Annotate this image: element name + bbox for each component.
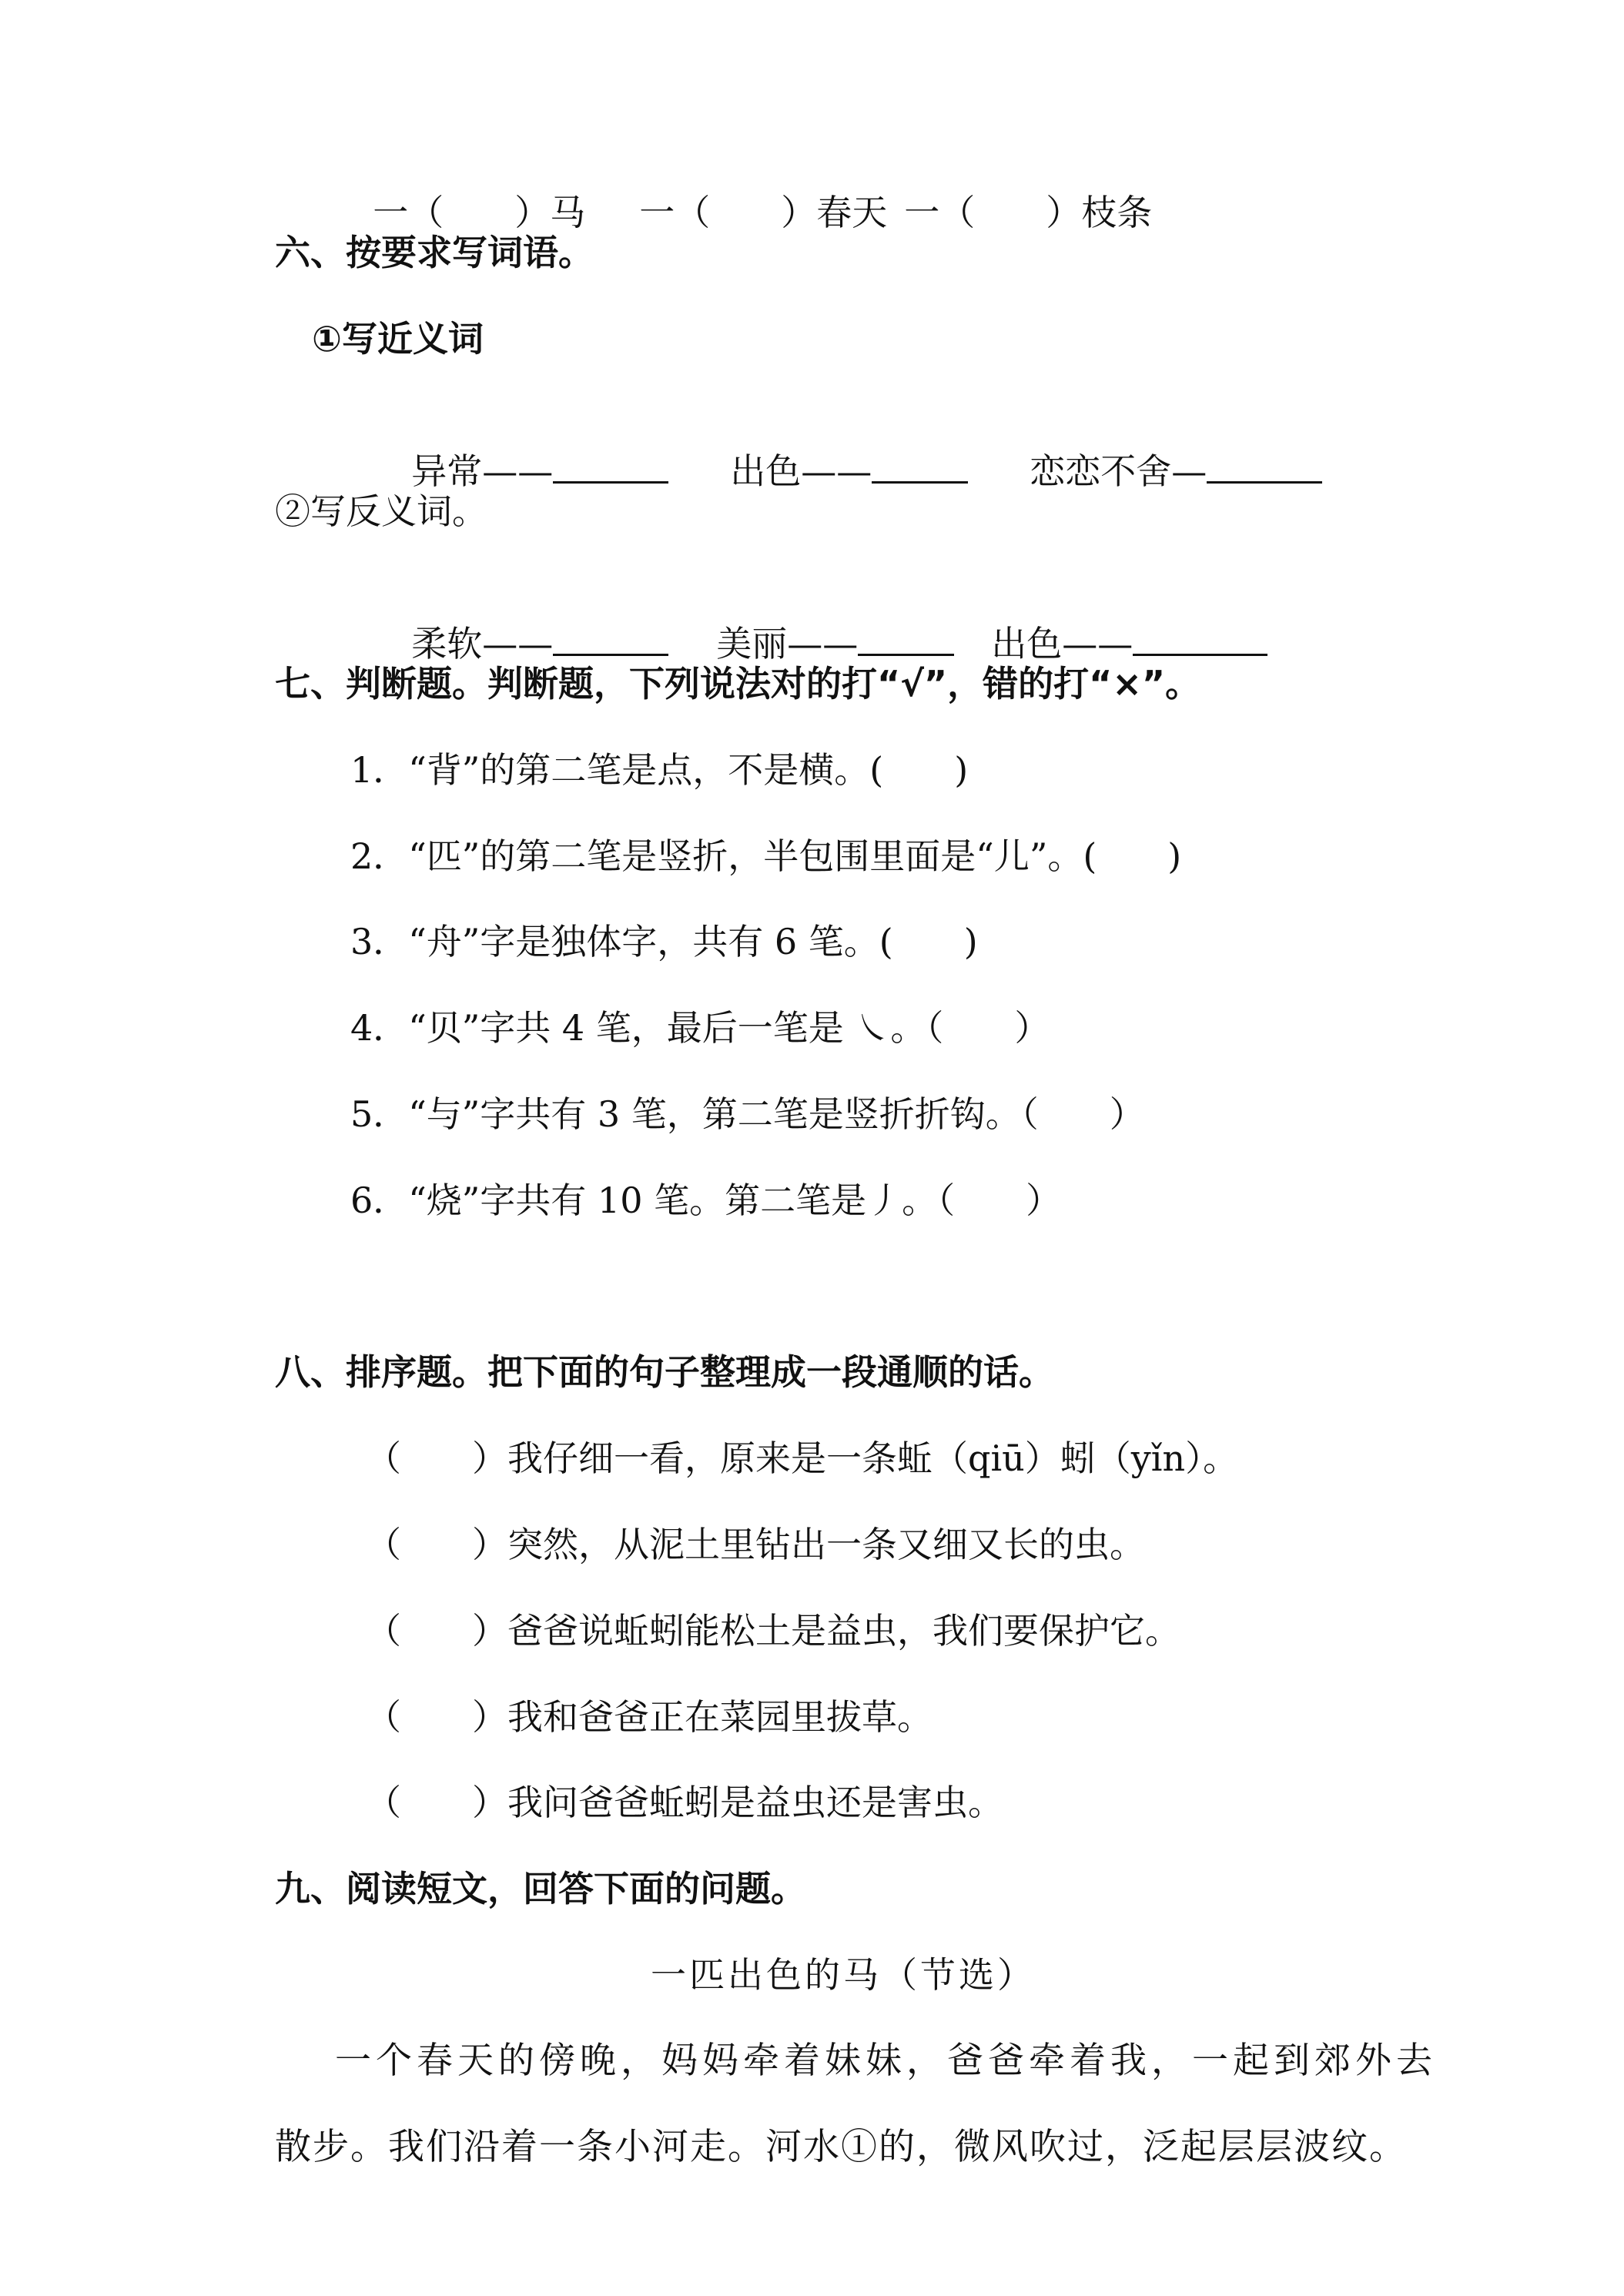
passage-line-1: 一个春天的傍晚，妈妈牵着妹妹，爸爸牵着我，一起到郊外去 — [335, 2040, 1437, 2082]
order-item-2: （ ）突然，从泥土里钻出一条又细又长的虫。 — [366, 1524, 1145, 1565]
passage-line-2: 散步。我们沿着一条小河走。河水①的，微风吹过，泛起层层波纹。 — [275, 2126, 1407, 2168]
antonym-3: 出色—— — [991, 623, 1133, 664]
answer-blank[interactable] — [858, 623, 954, 656]
judge-item-3: 3．“舟”字是独体字，共有 6 笔。( ) — [350, 921, 978, 962]
measure-word-3: 一（ ）枝条 — [904, 192, 1153, 233]
measure-word-2: 一（ ）春天 — [639, 192, 888, 233]
answer-blank[interactable] — [553, 450, 668, 484]
synonym-3: 恋恋不舍— — [1030, 450, 1207, 492]
order-item-5: （ ）我问爸爸蚯蚓是益虫还是害虫。 — [366, 1782, 1003, 1823]
section6-sub2: ②写反义词。 — [275, 490, 487, 532]
synonym-row — [389, 402, 1322, 494]
judge-item-6: 6．“烧”字共有 10 笔。第二笔是丿。（ ） — [350, 1180, 1062, 1221]
section6-title: 六、按要求写词语。 — [275, 232, 594, 273]
synonym-2: 出色—— — [730, 450, 872, 492]
measure-word-1: 一（ ）马 — [373, 192, 586, 233]
answer-blank[interactable] — [1207, 450, 1322, 484]
judge-item-2: 2．“匹”的第二笔是竖折，半包围里面是“儿”。( ) — [350, 835, 1182, 877]
antonym-row — [389, 574, 1267, 667]
judge-item-1: 1．“背”的第二笔是点，不是横。( ) — [350, 749, 969, 791]
answer-blank[interactable] — [1133, 623, 1267, 656]
order-item-4: （ ）我和爸爸正在菜园里拔草。 — [366, 1696, 933, 1738]
antonym-1: 柔软—— — [411, 623, 554, 664]
section7-title: 七、判断题。判断题，下列说法对的打“√”，错的打“×”。 — [275, 663, 1201, 705]
antonym-2: 美丽—— — [716, 623, 859, 664]
judge-item-5: 5．“与”字共有 3 笔，第二笔是竖折折钩。（ ） — [350, 1093, 1145, 1135]
answer-blank[interactable] — [553, 623, 668, 656]
section9-title: 九、阅读短文，回答下面的问题。 — [275, 1868, 806, 1909]
passage-title: 一匹出色的马（节选） — [651, 1954, 1036, 1996]
section6-sub1: ①写近义词 — [312, 318, 484, 360]
measure-word-row — [350, 143, 1152, 236]
answer-blank[interactable] — [872, 450, 968, 484]
order-item-3: （ ）爸爸说蚯蚓能松土是益虫，我们要保护它。 — [366, 1610, 1180, 1652]
judge-item-4: 4．“贝”字共 4 笔，最后一笔是 ㇏。（ ） — [350, 1007, 1050, 1049]
section8-title: 八、排序题。把下面的句子整理成一段通顺的话。 — [275, 1351, 1054, 1393]
synonym-1: 异常—— — [411, 450, 554, 492]
order-item-1: （ ）我仔细一看，原来是一条蚯（qiū）蚓（yǐn）。 — [366, 1438, 1239, 1479]
